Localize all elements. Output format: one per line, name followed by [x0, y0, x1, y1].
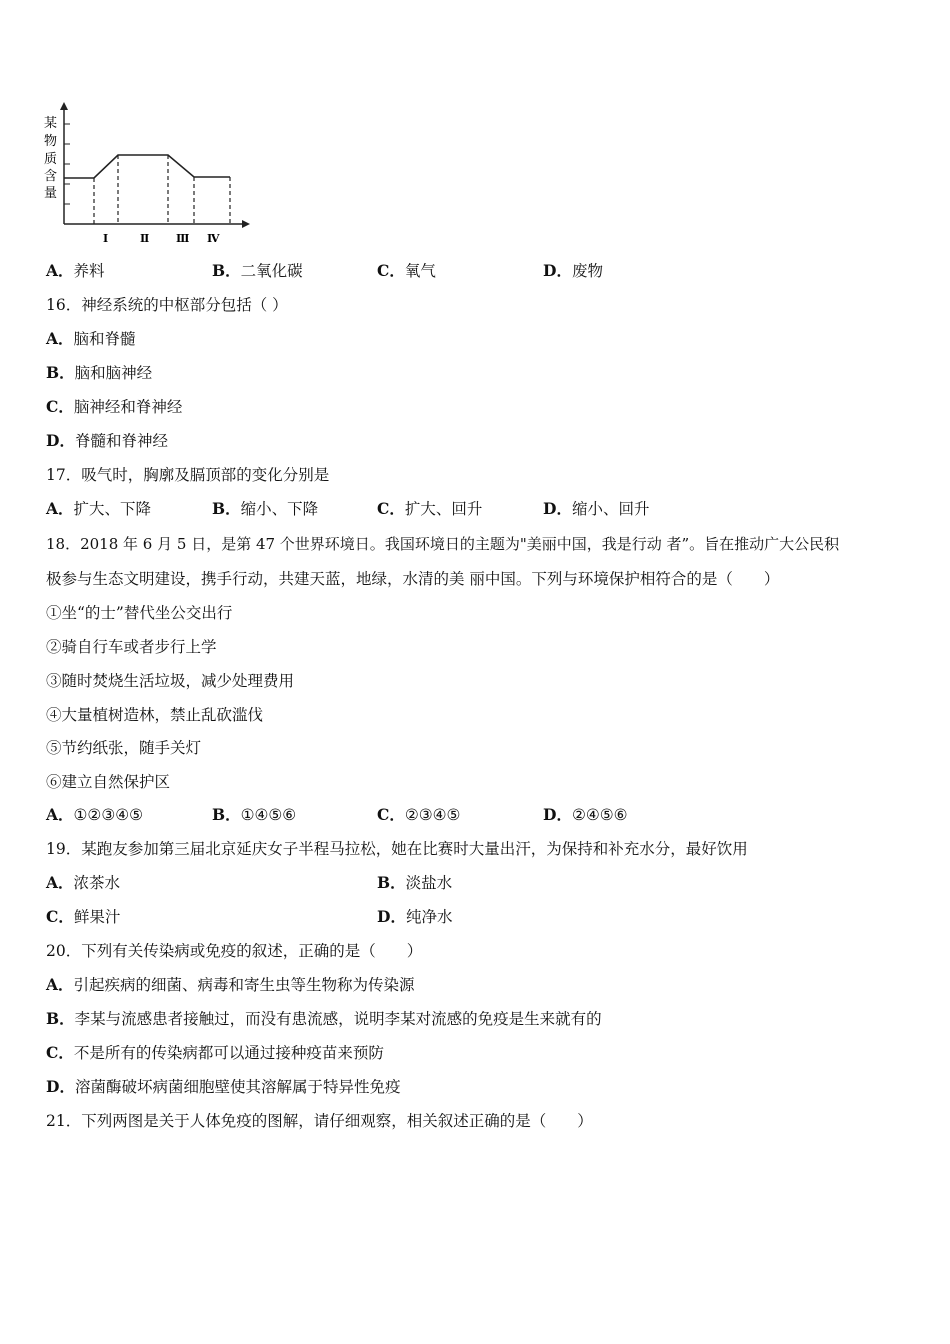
q18-stem-line2: 极参与生态文明建设，携手行动，共建天蓝，地绿，水清的美 丽中国。下列与环境保护相符合的是（ ）: [46, 570, 780, 588]
q18-option-b: B．①④⑤⑥: [212, 805, 297, 824]
q18-stem-line1: 18．2018 年 6 月 5 日，是第 47 个世界环境日。我国环境日的主题为"美丽中国，我是行动 者”。旨在推动广大公民积: [46, 535, 840, 553]
q16-stem: 16．神经系统的中枢部分包括（ ）: [46, 296, 288, 314]
q18-item: ③随时焚烧生活垃圾，减少处理费用: [46, 672, 295, 690]
q18-item: ⑤节约纸张，随手关灯: [46, 739, 202, 757]
x-axis-arrow: [242, 220, 250, 228]
q20-stem: 20．下列有关传染病或免疫的叙述，正确的是（ ）: [46, 942, 423, 960]
q17-stem: 17．吸气时，胸廓及膈顶部的变化分别是: [46, 466, 330, 484]
q18-option-c: C．②③④⑤: [377, 805, 461, 824]
q18-item: ④大量植树造林，禁止乱砍滥伐: [46, 706, 264, 724]
q17-option-c: C．扩大、回升: [377, 499, 483, 518]
x-tick-label: Ⅰ: [103, 232, 109, 245]
y-axis-label-char: 量: [44, 186, 58, 201]
q18-option-d: D．②④⑤⑥: [543, 805, 628, 824]
q17-option-b: B．缩小、下降: [212, 499, 319, 518]
q17-option-d: D．缩小、回升: [543, 499, 650, 518]
q20-option-c: C．不是所有的传染病都可以通过接种疫苗来预防: [46, 1043, 384, 1062]
q16-option-a: A．脑和脊髓: [46, 329, 136, 348]
substance-content-figure: [40, 100, 260, 250]
y-axis-arrow: [60, 102, 68, 110]
q16-option-d: D．脊髓和脊神经: [46, 431, 168, 450]
x-tick-label: Ⅳ: [207, 232, 220, 245]
q15-option-b: B．二氧化碳: [212, 261, 303, 280]
q15-option-c: C．氧气: [377, 261, 436, 280]
q20-option-b: B．李某与流感患者接触过，而没有患流感，说明李某对流感的免疫是生来就有的: [46, 1009, 602, 1028]
q16-option-b: B．脑和脑神经: [46, 363, 153, 382]
q15-option-d: D．废物: [543, 261, 603, 280]
q20-option-d: D．溶菌酶破坏病菌细胞壁使其溶解属于特异性免疫: [46, 1077, 401, 1096]
q18-item: ①坐“的士”替代坐公交出行: [46, 604, 233, 622]
x-tick-label: Ⅲ: [176, 232, 190, 245]
y-axis-label-char: 某: [44, 116, 58, 131]
x-tick-label: Ⅱ: [140, 232, 150, 245]
q18-option-a: A．①②③④⑤: [46, 805, 144, 824]
q21-stem: 21．下列两图是关于人体免疫的图解，请仔细观察，相关叙述正确的是（ ）: [46, 1112, 593, 1130]
q18-item: ②骑自行车或者步行上学: [46, 638, 217, 656]
q15-option-a: A．养料: [46, 261, 105, 280]
q18-item: ⑥建立自然保护区: [46, 773, 171, 791]
q16-option-c: C．脑神经和脊神经: [46, 397, 183, 416]
content-curve: [64, 155, 230, 178]
q19-stem: 19．某跑友参加第三届北京延庆女子半程马拉松，她在比赛时大量出汗，为保持和补充水分，最好饮用: [46, 840, 748, 858]
q17-option-a: A．扩大、下降: [46, 499, 152, 518]
q20-option-a: A．引起疾病的细菌、病毒和寄生虫等生物称为传染源: [46, 975, 415, 994]
q19-option-b: B．淡盐水: [377, 873, 453, 892]
q19-option-a: A．浓茶水: [46, 873, 121, 892]
y-axis-label-char: 含: [44, 169, 58, 184]
q19-option-d: D．纯净水: [377, 907, 453, 926]
y-axis-label-char: 物: [44, 134, 58, 149]
q19-option-c: C．鲜果汁: [46, 907, 121, 926]
y-axis-label-char: 质: [44, 152, 58, 167]
